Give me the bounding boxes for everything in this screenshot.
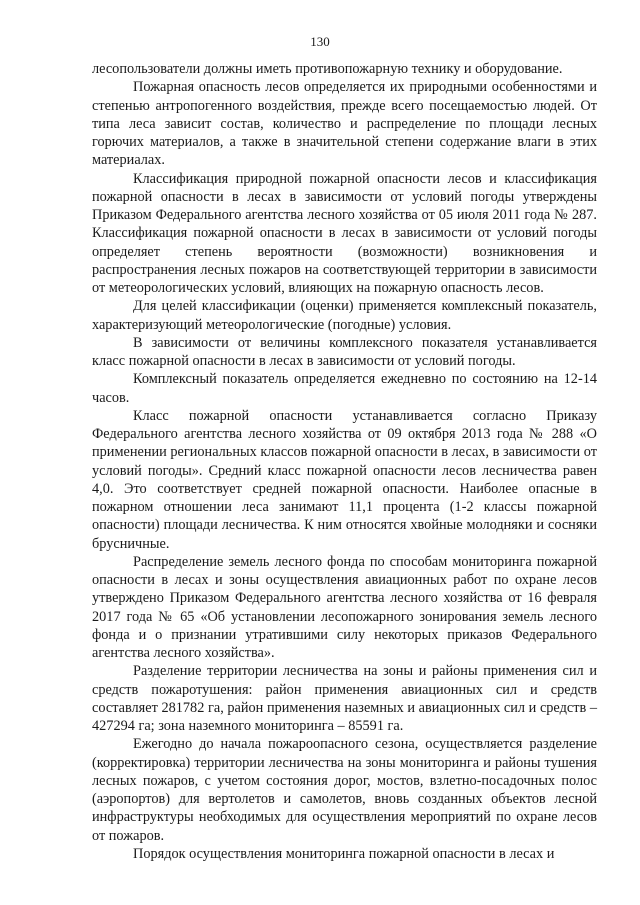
paragraph-continuation: лесопользователи должны иметь противопожарную технику и оборудование. (92, 61, 563, 77)
paragraph-classification-order-287: Классификация природной пожарной опасности лесов и классификация пожарной опасности в лесах в зависимости от условий погоды утверждены Приказом Федерального агентства лесного хозяйства от 05 июля 2011 года № 287. Классификация пожарной опасности в лесах в зависимости от условий погоды определяет степень вероятности (возможности) возникновения и распространения лесных пожаров на соответствующей территории в зависимости от метеорологических условий, влияющих на пожарную опасность лесов. (92, 170, 597, 296)
paragraph-order-65-zoning: Распределение земель лесного фонда по способам мониторинга пожарной опасности в лесах и зоны осуществления авиационных работ по охране лесов утверждено Приказом Федерального агентства лесного хозяйства от 16 февраля 2017 года № 65 «Об установлении лесопожарного зонирования земель лесного фонда и о признании утратившими силу некоторых приказов Федерального агентства лесного хозяйства». (92, 553, 597, 661)
paragraph-fire-danger-factors: Пожарная опасность лесов определяется их природными особенностями и степенью антропогенного воздействия, прежде всего посещаемостью людей. От типа леса зависит состав, количество и распределение по площади лесных горючих материалов, а также в значительной степени содержание влаги в этих материалах. (92, 79, 597, 169)
paragraph-annual-correction: Ежегодно до начала пожароопасного сезона, осуществляется разделение (корректировка) территории лесничества на зоны мониторинга и районы тушения лесных пожаров, с учетом состояния дорог, мостов, взлетно-посадочных полос (аэропортов) для вертолетов и самолетов, вновь созданных объектов лесной инфраструктуры необходимых для осуществления мероприятий по охране лесов от пожаров. (92, 736, 597, 844)
document-body (92, 60, 597, 863)
paragraph-order-288: Класс пожарной опасности устанавливается согласно Приказу Федерального агентства лесного хозяйства от 09 октября 2013 года № 288 «О применении региональных классов пожарной опасности в лесах, в зависимости от условий погоды». Средний класс пожарной опасности лесов лесничества равен 4,0. Это соответствует средней пожарной опасности. Наиболее опасные в пожарном отношении леса занимают 11,1 процента (1-2 классы пожарной опасности) площади лесничества. К ним относятся хвойные молодняки и сосняки брусничные. (92, 407, 597, 552)
paragraph-daily-indicator: Комплексный показатель определяется ежедневно по состоянию на 12-14 часов. (92, 371, 597, 406)
paragraph-complex-indicator: Для целей классификации (оценки) применяется комплексный показатель, характеризующий метеорологические (погодные) условия. (92, 298, 597, 333)
paragraph-zones-areas: Разделение территории лесничества на зоны и районы применения сил и средств пожаротушения: район применения авиационных сил и средств составляет 281782 га, район применения наземных и авиационных сил и средств – 427294 га; зона наземного мониторинга – 85591 га. (92, 663, 597, 734)
page-number: 130 (310, 34, 330, 49)
paragraph-monitoring-procedure: Порядок осуществления мониторинга пожарной опасности в лесах и (133, 845, 555, 862)
paragraph-danger-class: В зависимости от величины комплексного показателя устанавливается класс пожарной опасности в лесах в зависимости от условий погоды. (92, 334, 597, 369)
